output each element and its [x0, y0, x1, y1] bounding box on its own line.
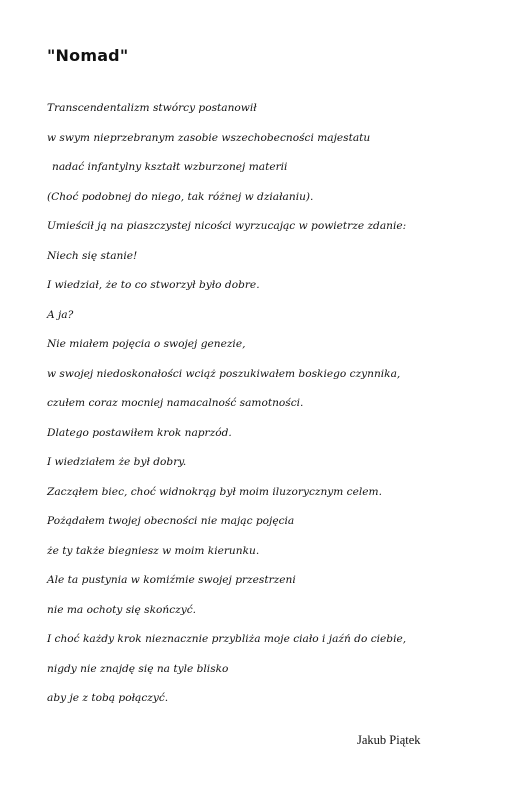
- poem-line: nadać infantylny kształt wzburzonej materii: [52, 161, 288, 173]
- poem-line: w swym nieprzebranym zasobie wszechobecności majestatu: [47, 131, 371, 144]
- poem-line: nie ma ochoty się skończyć.: [47, 603, 197, 616]
- poem-line: aby je z tobą połączyć.: [47, 692, 169, 704]
- poem-line: Pożądałem twojej obecności nie mając pojęcia: [47, 515, 295, 527]
- poem-line: czułem coraz mocniej namacalność samotności.: [47, 397, 304, 409]
- poem-line: Niech się stanie!: [47, 249, 138, 262]
- poem-line: I choć każdy krok nieznacznie przybliża moje ciało i jaźń do ciebie,: [47, 633, 407, 645]
- poem-body: [47, 98, 406, 718]
- poem-line: Transcendentalizm stwórcy postanowił: [47, 102, 257, 114]
- author-signature: Jakub Piątek: [357, 733, 421, 747]
- poem-line: w swojej niedoskonałości wciąż poszukiwałem boskiego czynnika,: [47, 367, 401, 380]
- poem-line: Dlatego postawiłem krok naprzód.: [47, 426, 232, 439]
- poem-line: A ja?: [47, 308, 74, 321]
- poem-line: Umieścił ją na piaszczystej nicości wyrzucając w powietrze zdanie:: [47, 220, 407, 232]
- poem-line: I wiedziałem że był dobry.: [47, 456, 187, 468]
- poem-line: I wiedział, że to co stworzył było dobre.: [47, 279, 260, 291]
- poem-line: Nie miałem pojęcia o swojej genezie,: [47, 338, 246, 350]
- poem-title: "Nomad": [47, 46, 129, 65]
- poem-line: Zacząłem biec, choć widnokrąg był moim iluzorycznym celem.: [47, 485, 382, 498]
- poem-line: że ty także biegniesz w moim kierunku.: [47, 544, 260, 557]
- poem-line: (Choć podobnej do niego, tak różnej w działaniu).: [47, 190, 314, 203]
- poem-line: Ale ta pustynia w komiźmie swojej przestrzeni: [47, 574, 296, 586]
- poem-line: nigdy nie znajdę się na tyle blisko: [47, 662, 229, 675]
